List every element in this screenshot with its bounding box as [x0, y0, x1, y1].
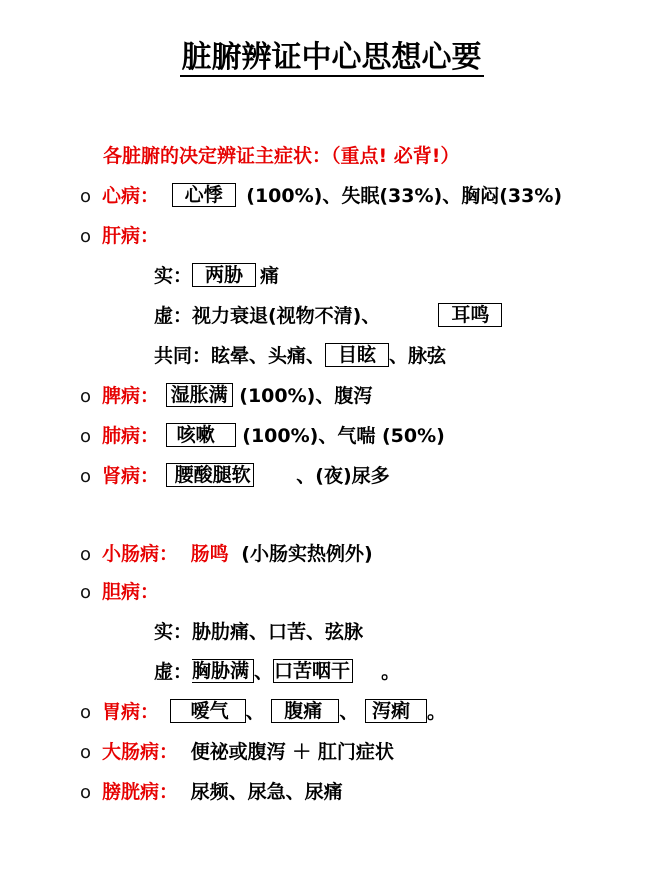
- spleen-line: [80, 383, 372, 409]
- gallbladder-sep: 、: [254, 661, 274, 683]
- page-title: 脏腑辨证中心思想心要: [181, 40, 482, 75]
- liver-shi-line: [154, 263, 279, 289]
- liver-xu-line: [154, 303, 502, 329]
- lung-label: 肺病：: [102, 425, 160, 447]
- liver-xu-box: 耳鸣: [438, 303, 502, 327]
- stomach-sep-2: 、: [339, 701, 359, 723]
- bullet-icon: o: [80, 544, 92, 565]
- kidney-rest: 、(夜)尿多: [296, 465, 390, 487]
- kidney-label: 肾病：: [102, 465, 160, 487]
- liver-common-prefix: 共同：眩晕、头痛、: [154, 345, 326, 367]
- bullet-icon: o: [80, 466, 92, 487]
- liver-common-box: 目眩: [325, 343, 389, 367]
- liver-xu-prefix: 虚：视力衰退(视物不清)、: [154, 305, 381, 327]
- bullet-icon: o: [80, 386, 92, 407]
- gallbladder-end: 。: [381, 661, 401, 683]
- gallbladder-xu-prefix: 虚：: [154, 661, 193, 683]
- large-intestine-label: 大肠病：: [102, 741, 179, 763]
- liver-common-rest: 、脉弦: [389, 345, 447, 367]
- stomach-end: 。: [426, 701, 446, 723]
- heart-rest: (100%)、失眠(33%)、胸闷(33%): [246, 185, 563, 207]
- gallbladder-label: 胆病：: [102, 581, 160, 603]
- bullet-icon: o: [80, 226, 92, 247]
- stomach-key-symptom-box-1: 嗳气: [170, 699, 246, 723]
- small-intestine-rest: (小肠实热例外): [241, 543, 373, 565]
- small-intestine-label: 小肠病：: [102, 543, 179, 565]
- bladder-rest: 尿频、尿急、尿痛: [190, 781, 343, 803]
- bladder-label: 膀胱病：: [102, 781, 179, 803]
- small-intestine-line: [80, 541, 373, 567]
- bladder-line: [80, 779, 343, 805]
- spleen-key-symptom-box: 湿胀满: [166, 383, 233, 407]
- large-intestine-rest: 便祕或腹泻 ＋ 肛门症状: [190, 741, 394, 763]
- liver-label: 肝病：: [102, 225, 160, 247]
- gallbladder-xu-box-1: 胸胁满: [192, 659, 254, 683]
- lung-line: [80, 423, 445, 449]
- intro-text: 各脏腑的决定辨证主症状：（重点! 必背!）: [103, 145, 460, 167]
- stomach-key-symptom-box-2: 腹痛: [271, 699, 339, 723]
- stomach-sep-1: 、: [245, 701, 265, 723]
- gallbladder-xu-line: [154, 659, 400, 685]
- kidney-line: [80, 463, 390, 489]
- bullet-icon: o: [80, 186, 92, 207]
- lung-key-symptom-box: 咳嗽: [166, 423, 236, 447]
- liver-line: [80, 223, 159, 249]
- spleen-rest: (100%)、腹泻: [239, 385, 373, 407]
- gallbladder-xu-box-2: 口苦咽干: [273, 659, 353, 683]
- heart-line: [80, 183, 562, 209]
- stomach-key-symptom-box-3: 泻痢: [365, 699, 427, 723]
- stomach-line: [80, 699, 446, 725]
- heart-label: 心病：: [102, 185, 160, 207]
- gallbladder-line: [80, 579, 159, 605]
- liver-common-line: [154, 343, 446, 369]
- kidney-key-symptom-box: 腰酸腿软: [166, 463, 254, 487]
- large-intestine-line: [80, 739, 394, 765]
- small-intestine-key-symptom: 肠鸣: [190, 543, 229, 565]
- spleen-label: 脾病：: [102, 385, 160, 407]
- stomach-label: 胃病：: [102, 701, 160, 723]
- bullet-icon: o: [80, 782, 92, 803]
- bullet-icon: o: [80, 582, 92, 603]
- bullet-icon: o: [80, 426, 92, 447]
- gallbladder-shi-line: 实：胁肋痛、口苦、弦脉: [154, 621, 364, 643]
- bullet-icon: o: [80, 742, 92, 763]
- liver-shi-rest: 痛: [260, 265, 280, 287]
- heart-key-symptom-box: 心悸: [172, 183, 236, 207]
- bullet-icon: o: [80, 702, 92, 723]
- lung-rest: (100%)、气喘 (50%): [242, 425, 445, 447]
- liver-shi-box: 两胁: [192, 263, 256, 287]
- liver-shi-prefix: 实：: [154, 265, 193, 287]
